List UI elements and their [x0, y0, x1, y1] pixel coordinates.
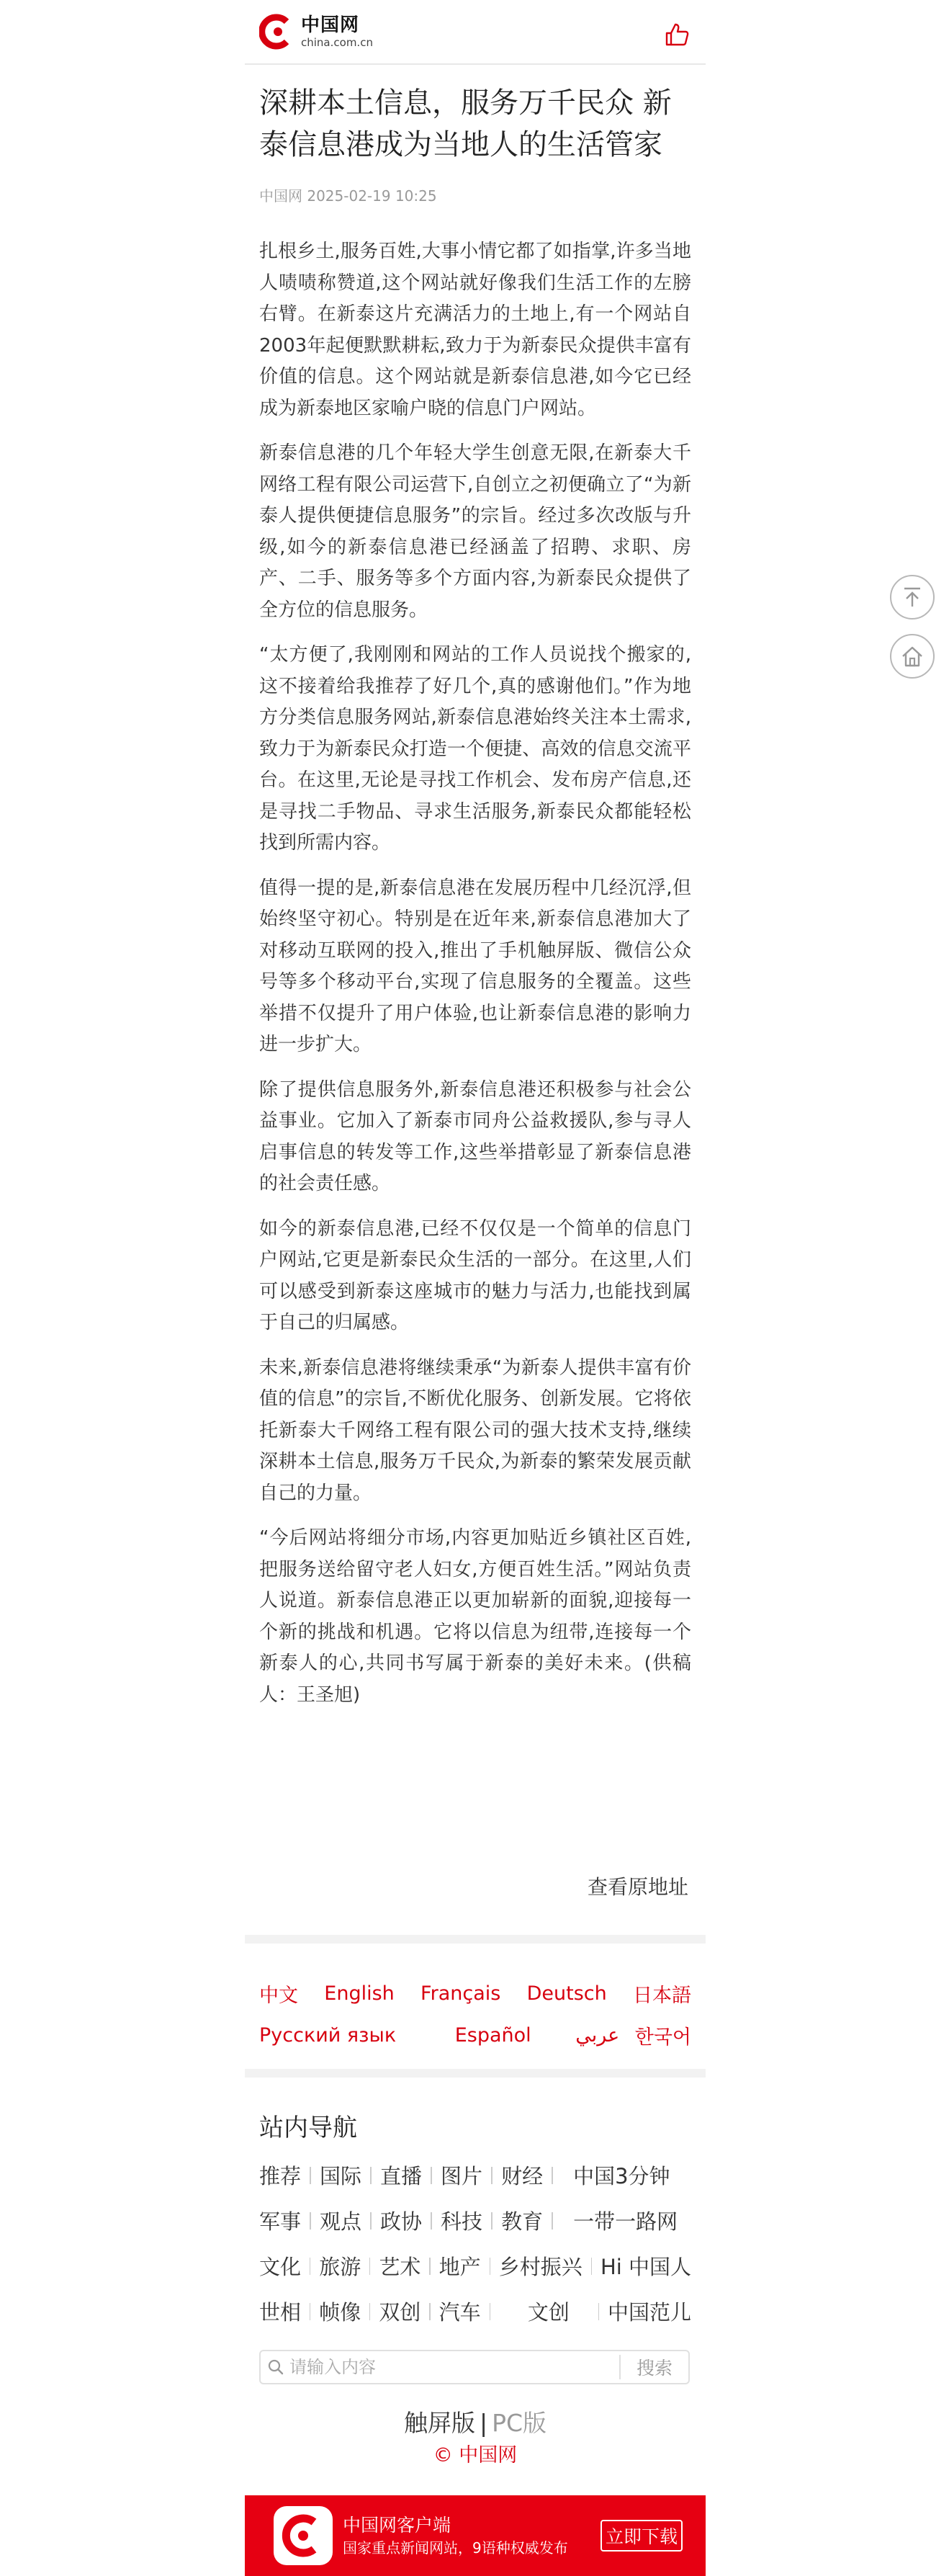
- home-icon: [900, 644, 925, 668]
- nav-separator: [369, 2258, 370, 2275]
- nav-row: [259, 2198, 691, 2243]
- nav-link[interactable]: 一带一路网: [573, 2209, 678, 2234]
- article-datetime: 2025-02-19 10:25: [307, 187, 437, 205]
- article-body: [259, 236, 691, 1725]
- nav-link[interactable]: 推荐: [259, 2164, 302, 2188]
- logo-text-en: china.com.cn: [301, 36, 373, 49]
- nav-link[interactable]: 军事: [259, 2209, 302, 2234]
- lang-link-ar[interactable]: عربي: [575, 2023, 620, 2047]
- nav-separator: [370, 2167, 372, 2184]
- pc-version-link[interactable]: PC版: [492, 2409, 547, 2437]
- article-paragraph: 新泰信息港的几个年轻大学生创意无限,在新泰大千网络工程有限公司运营下,自创立之初便确立了“为新泰人提供便捷信息服务”的宗旨。经过多次改版与升级,如今的新泰信息港已经涵盖了招聘、求职、房产、二手、服务等多个方面内容,为新泰民众提供了全方位的信息服务。: [259, 442, 691, 621]
- lang-link-es[interactable]: Español: [454, 2023, 531, 2047]
- nav-link[interactable]: 文化: [259, 2255, 302, 2279]
- article-paragraph: “太方便了,我刚刚和网站的工作人员说找个搬家的,这不接着给我推荐了好几个,真的感谢他们。”作为地方分类信息服务网站,新泰信息港始终关注本土需求,致力于为新泰民众打造一个便捷、高效的信息交流平台。在这里,无论是寻找工作机会、发布房产信息,还是寻找二手物品、寻求生活服务,新泰民众都能轻松找到所需内容。: [259, 644, 691, 854]
- article-paragraph: 未来,新泰信息港将继续秉承“为新泰人提供丰富有价值的信息”的宗旨,不断优化服务、创新发展。它将依托新泰大千网络工程有限公司的强大技术支持,继续深耕本土信息,服务万千民众,为新泰的繁荣发展贡献自己的力量。: [259, 1356, 691, 1504]
- search-button[interactable]: 搜索: [619, 2355, 688, 2379]
- article-paragraph: 如今的新泰信息港,已经不仅仅是一个简单的信息门户网站,它更是新泰民众生活的一部分。在这里,人们可以感受到新泰这座城市的魅力与活力,也能找到属于自己的归属感。: [259, 1217, 691, 1333]
- nav-link[interactable]: 中国范儿: [608, 2300, 692, 2325]
- nav-separator: [370, 2212, 372, 2230]
- nav-row: [259, 2152, 691, 2198]
- nav-link[interactable]: 世相: [259, 2300, 302, 2325]
- nav-link[interactable]: 乡村振兴: [498, 2255, 583, 2279]
- article-paragraph: 值得一提的是,新泰信息港在发展历程中几经沉浮,但始终坚守初心。特别是在近年来,新泰信息港加大了对移动互联网的投入,推出了手机触屏版、微信公众号等多个移动平台,实现了信息服务的全覆盖。这些举措不仅提升了用户体验,也让新泰信息港的影响力进一步扩大。: [259, 877, 691, 1055]
- view-switch: [245, 2405, 706, 2438]
- back-to-top-button[interactable]: [890, 575, 935, 620]
- nav-separator: [552, 2167, 553, 2184]
- nav-separator: [591, 2258, 592, 2275]
- thumbs-up-icon[interactable]: [664, 22, 690, 48]
- nav-separator: [310, 2212, 311, 2230]
- nav-separator: [429, 2258, 430, 2275]
- view-original-link[interactable]: 查看原地址: [587, 1875, 688, 1899]
- nav-separator: [491, 2212, 493, 2230]
- search-bar: [259, 2350, 690, 2384]
- lang-link-ko[interactable]: 한국어: [634, 2026, 691, 2049]
- nav-link[interactable]: 观点: [320, 2209, 362, 2234]
- section-divider: [245, 1935, 706, 1944]
- language-switcher: [259, 1972, 691, 2056]
- nav-separator: [431, 2212, 432, 2230]
- nav-separator: [369, 2303, 370, 2320]
- nav-link[interactable]: 国际: [320, 2164, 362, 2188]
- nav-link[interactable]: 中国3分钟: [573, 2164, 670, 2188]
- article-paragraph: 扎根乡土,服务百姓,大事小情它都了如指掌,许多当地人啧啧称赞道,这个网站就好像我们生活工作的左膀右臂。在新泰这片充满活力的土地上,有一个网站自2003年起便默默耕耘,致力于为新泰民众提供丰富有价值的信息。这个网站就是新泰信息港,如今它已经成为新泰地区家喻户晓的信息门户网站。: [259, 241, 691, 419]
- article-paragraph: 除了提供信息服务外,新泰信息港还积极参与社会公益事业。它加入了新泰市同舟公益救援队,参与寻人启事信息的转发等工作,这些举措彰显了新泰信息港的社会责任感。: [259, 1078, 691, 1194]
- nav-separator: [431, 2167, 432, 2184]
- nav-separator: [491, 2167, 493, 2184]
- article-source: 中国网: [259, 187, 302, 205]
- nav-link[interactable]: 旅游: [319, 2255, 361, 2279]
- site-nav-title: 站内导航: [259, 2114, 357, 2142]
- back-to-top-icon: [900, 585, 925, 609]
- lang-link-zh[interactable]: 中文: [259, 1984, 298, 2007]
- nav-link[interactable]: 汽车: [438, 2300, 481, 2325]
- language-row: [259, 2014, 691, 2056]
- nav-link[interactable]: 政协: [380, 2209, 423, 2234]
- nav-separator: [552, 2212, 553, 2230]
- search-input[interactable]: [284, 2357, 619, 2377]
- nav-link[interactable]: 教育: [501, 2209, 544, 2234]
- section-divider: [245, 2069, 706, 2078]
- article-paragraph: “今后网站将细分市场,内容更加贴近乡镇社区百姓,把服务送给留守老人妇女,方便百姓生活。”网站负责人说道。新泰信息港正以更加崭新的面貌,迎接每一个新的挑战和机遇。它将以信息为纽带,连接每一个新泰人的心,共同书写属于新泰的美好未来。(供稿人：王圣旭): [259, 1527, 691, 1706]
- language-row: [259, 1972, 691, 2014]
- site-header: [245, 0, 706, 65]
- nav-link[interactable]: 图片: [441, 2164, 483, 2188]
- site-nav-grid: [259, 2152, 691, 2334]
- nav-link[interactable]: 科技: [441, 2209, 483, 2234]
- nav-link[interactable]: 直播: [380, 2164, 423, 2188]
- article-meta: [259, 184, 437, 205]
- app-description: 国家重点新闻网站，9语种权威发布: [343, 2539, 568, 2557]
- nav-link[interactable]: 财经: [501, 2164, 544, 2188]
- article-title: 深耕本土信息，服务万千民众 新泰信息港成为当地人的生活管家: [259, 86, 672, 161]
- nav-link[interactable]: 双创: [379, 2300, 421, 2325]
- app-name: 中国网客户端: [343, 2515, 451, 2536]
- nav-link[interactable]: 文创: [527, 2300, 570, 2325]
- download-button[interactable]: 立即下载: [601, 2520, 683, 2552]
- nav-link[interactable]: 帧像: [319, 2300, 361, 2325]
- nav-separator: [598, 2303, 599, 2320]
- nav-row: [259, 2289, 691, 2334]
- logo-mark-icon: [259, 13, 297, 50]
- lang-link-fr[interactable]: Français: [420, 1982, 501, 2005]
- nav-link[interactable]: 艺术: [379, 2255, 421, 2279]
- home-button[interactable]: [890, 634, 935, 679]
- nav-link[interactable]: 地产: [438, 2255, 481, 2279]
- view-separator: |: [479, 2409, 488, 2437]
- logo-text-cn: 中国网: [301, 14, 360, 36]
- lang-link-de[interactable]: Deutsch: [526, 1982, 607, 2005]
- lang-link-ru[interactable]: Русский язык: [259, 2023, 397, 2047]
- china-com-cn-logo[interactable]: [259, 12, 373, 52]
- nav-separator: [310, 2167, 311, 2184]
- app-logo-icon: [274, 2506, 333, 2565]
- lang-link-en[interactable]: English: [324, 1982, 395, 2005]
- lang-link-ja[interactable]: 日本語: [632, 1984, 691, 2007]
- nav-row: [259, 2243, 691, 2289]
- search-icon: [268, 2359, 284, 2375]
- copyright: © 中国网: [433, 2444, 518, 2467]
- nav-link[interactable]: Hi 中国人: [600, 2255, 692, 2279]
- app-download-banner[interactable]: [245, 2495, 706, 2576]
- nav-separator: [429, 2303, 430, 2320]
- touch-version-link[interactable]: 触屏版: [403, 2409, 475, 2437]
